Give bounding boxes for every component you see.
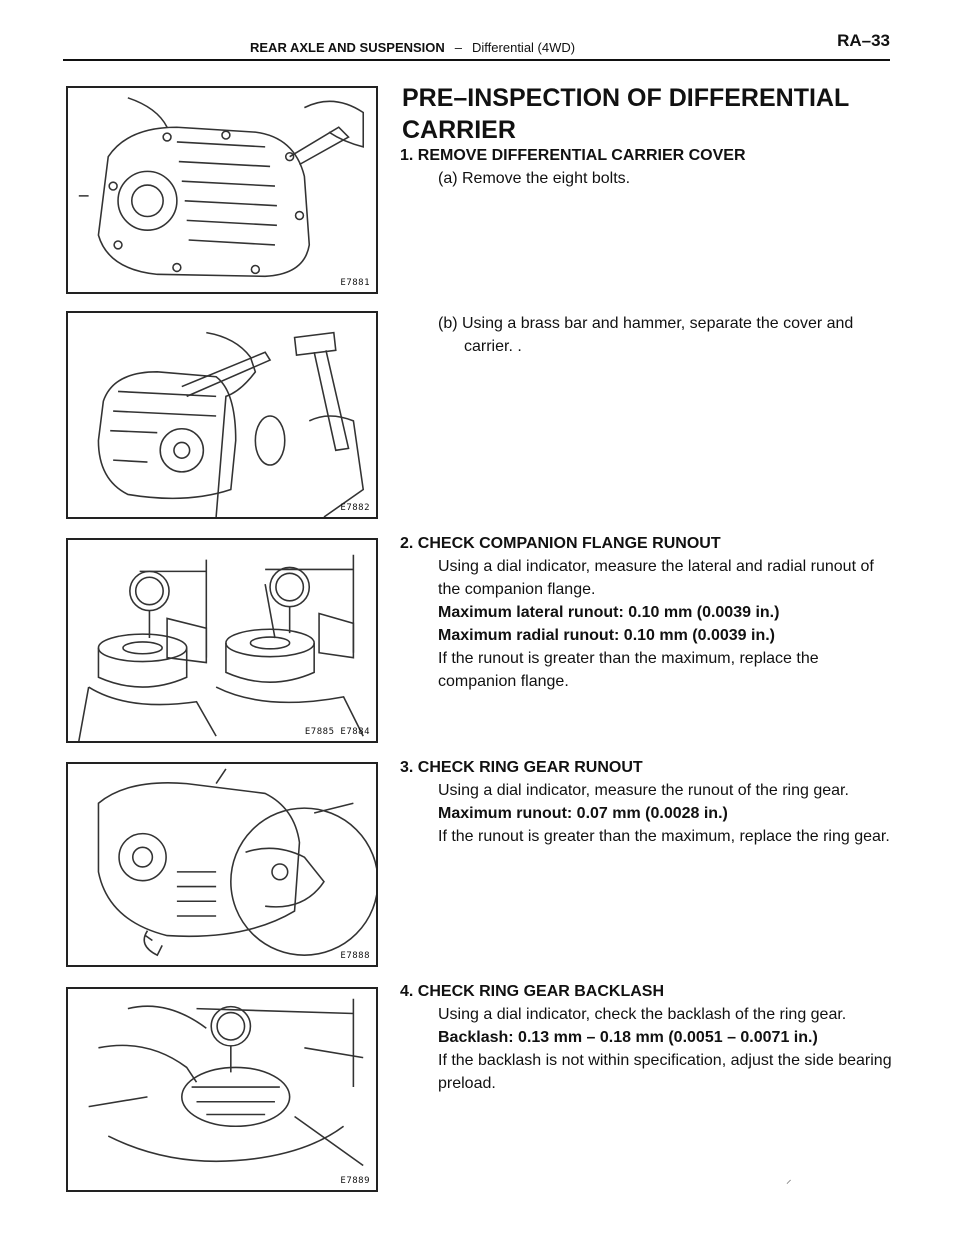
ring-gear-backlash-illustration	[68, 989, 376, 1190]
running-header	[250, 40, 575, 55]
step-4-title: 4. CHECK RING GEAR BACKLASH	[400, 983, 665, 1000]
header-rule	[63, 59, 890, 61]
step-1	[400, 144, 900, 190]
step-3	[400, 756, 900, 848]
step-2-title: 2. CHECK COMPANION FLANGE RUNOUT	[400, 535, 721, 552]
header-separator: –	[454, 40, 463, 55]
step-4-body: Using a dial indicator, check the backlash of the ring gear.	[438, 1006, 847, 1023]
step-4-spec: Backlash: 0.13 mm – 0.18 mm (0.0051 – 0.0071 in.)	[438, 1029, 818, 1046]
step-2	[400, 532, 900, 693]
dial-indicator-flange-illustration	[68, 540, 376, 741]
figure-brass-bar	[66, 311, 378, 519]
figure-code: E7888	[340, 951, 370, 961]
figure-ring-gear-runout	[66, 762, 378, 967]
step-2-body: Using a dial indicator, measure the lateral and radial runout of the companion flange.	[438, 558, 874, 598]
figure-carrier-cover	[66, 86, 378, 294]
stray-mark: ⸝	[786, 1174, 792, 1186]
step-4-note: If the backlash is not within specification, adjust the side bearing preload.	[438, 1052, 892, 1092]
page-title: PRE–INSPECTION OF DIFFERENTIAL CARRIER	[402, 84, 849, 144]
step-4	[400, 980, 900, 1095]
step-3-spec: Maximum runout: 0.07 mm (0.0028 in.)	[438, 805, 728, 822]
figure-code: E7889	[340, 1176, 370, 1186]
step-3-title: 3. CHECK RING GEAR RUNOUT	[400, 759, 643, 776]
brass-bar-hammer-illustration	[68, 313, 376, 517]
header-section: REAR AXLE AND SUSPENSION	[250, 40, 445, 55]
step-1b-text: (b) Using a brass bar and hammer, separate the cover and carrier. .	[438, 315, 854, 355]
ring-gear-runout-illustration	[68, 764, 376, 965]
header-subsection: Differential (4WD)	[472, 40, 576, 55]
step-1-title: 1. REMOVE DIFFERENTIAL CARRIER COVER	[400, 147, 746, 164]
page-number: RA–33	[837, 31, 890, 50]
step-2-spec-lateral: Maximum lateral runout: 0.10 mm (0.0039 in.)	[438, 604, 780, 621]
step-1a-text: (a) Remove the eight bolts.	[438, 170, 631, 187]
figure-code: E7881	[340, 278, 370, 288]
figure-code: E7885 E7884	[304, 727, 370, 737]
step-2-note: If the runout is greater than the maximum, replace the companion flange.	[438, 650, 819, 690]
step-1b	[400, 312, 900, 358]
figure-code: E7882	[340, 503, 370, 513]
figure-ring-gear-backlash	[66, 987, 378, 1192]
step-3-body: Using a dial indicator, measure the runout of the ring gear.	[438, 782, 849, 799]
figure-dial-indicator-flange	[66, 538, 378, 743]
step-3-note: If the runout is greater than the maximum, replace the ring gear.	[438, 828, 890, 845]
step-2-spec-radial: Maximum radial runout: 0.10 mm (0.0039 in.)	[438, 627, 775, 644]
carrier-cover-bolts-illustration	[68, 88, 376, 292]
